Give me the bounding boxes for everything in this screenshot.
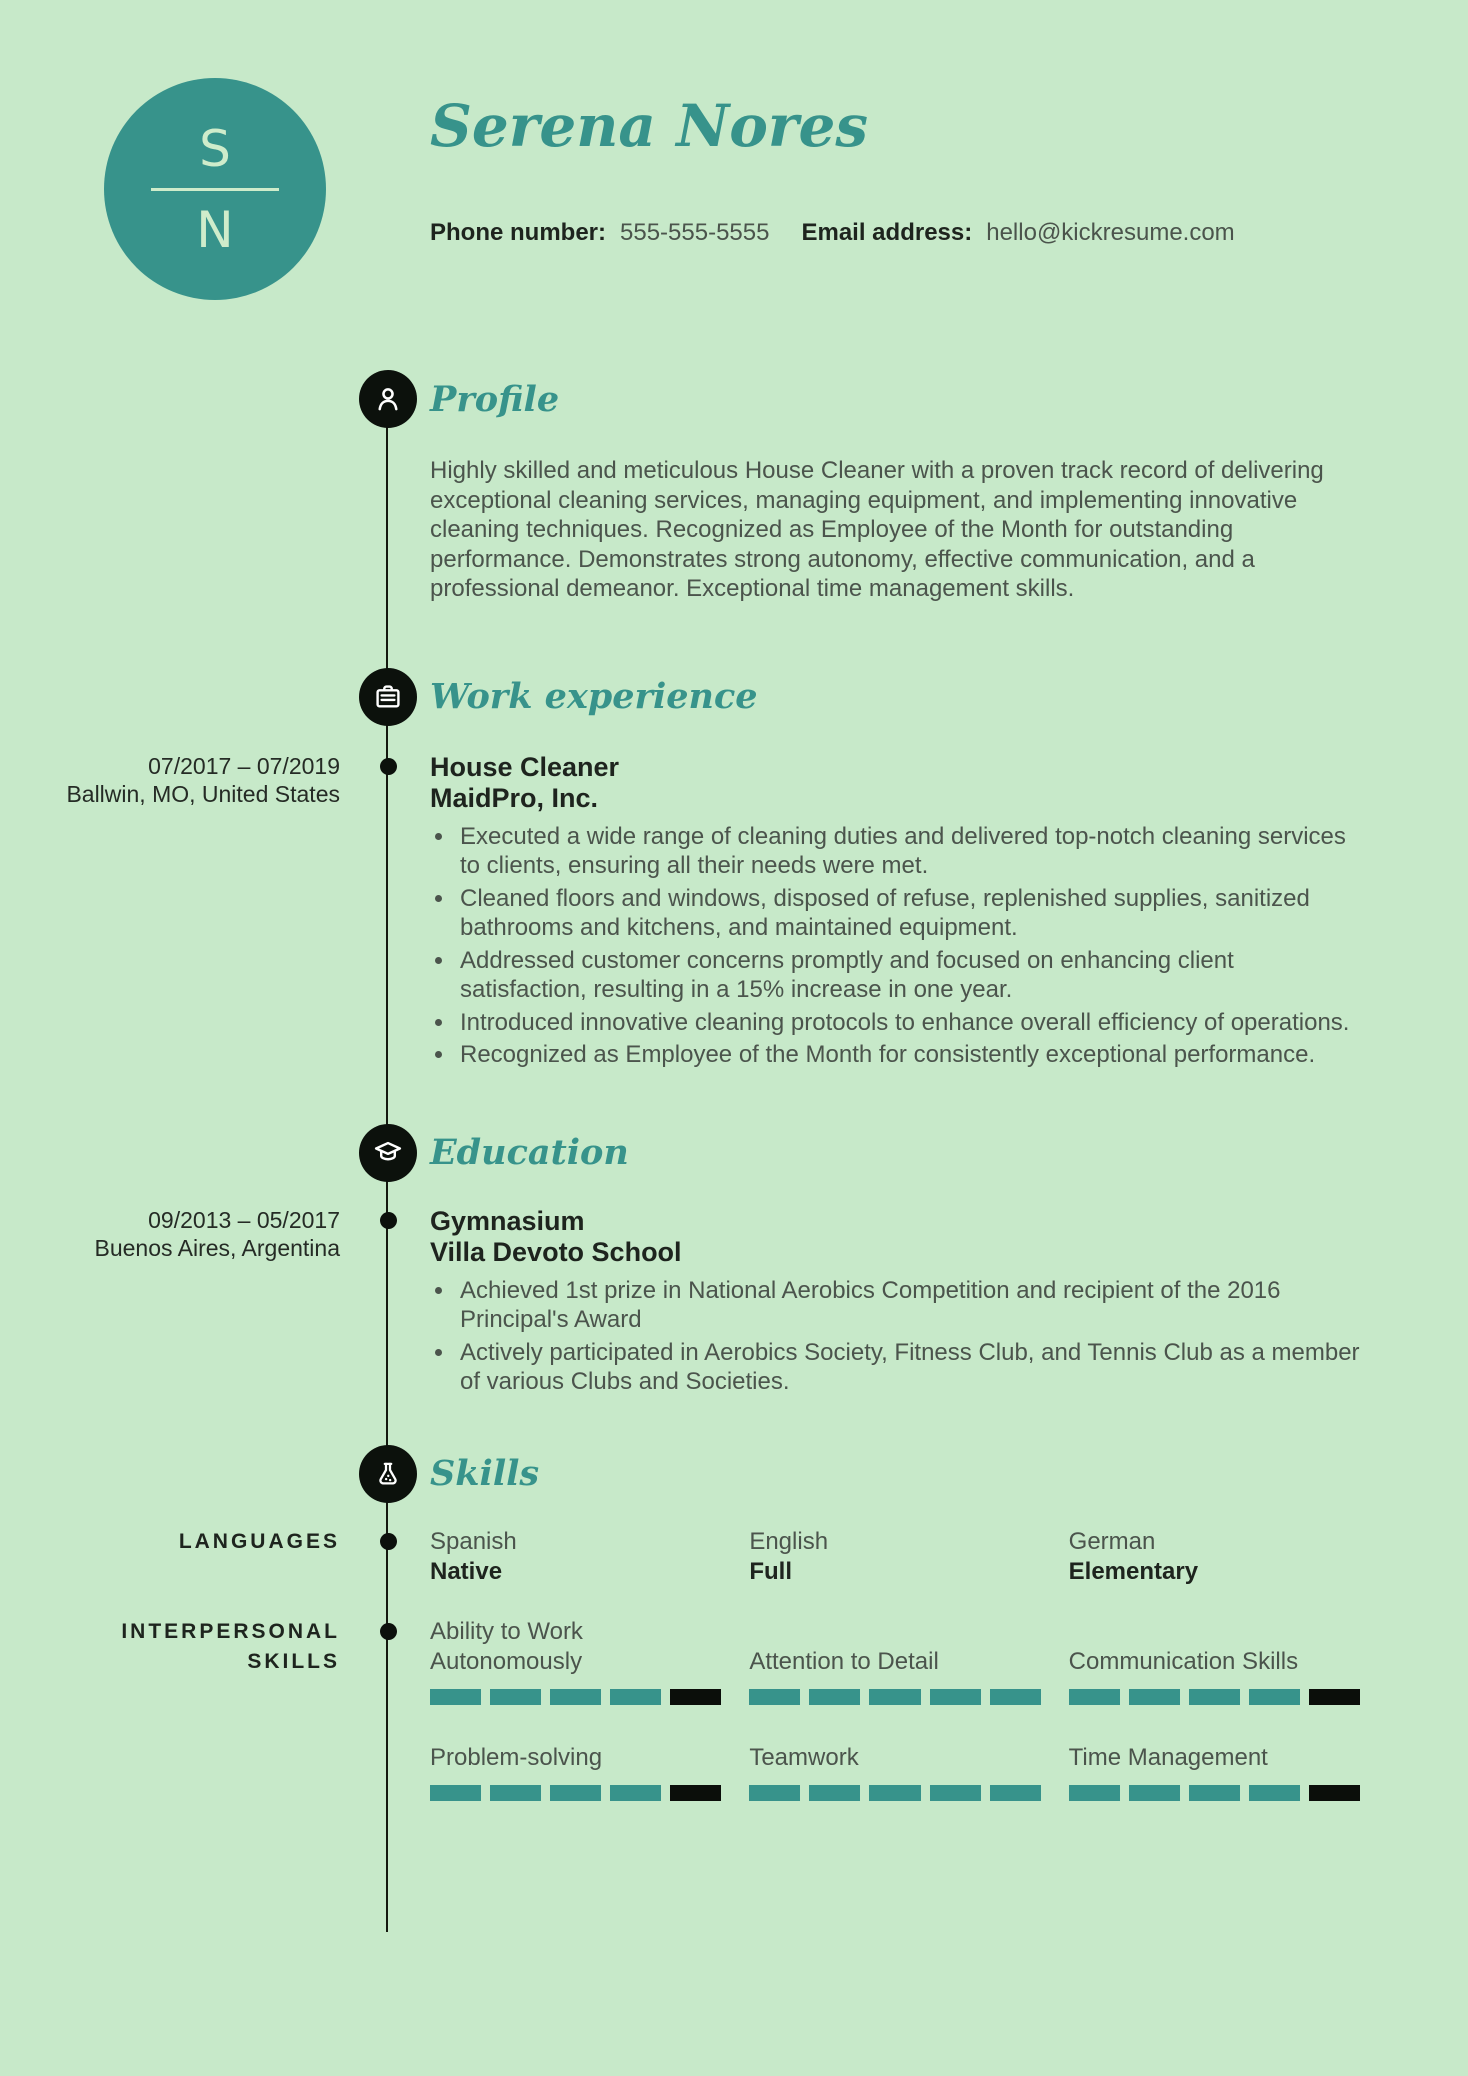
work-title: Work experience	[430, 676, 758, 717]
section-work-experience	[0, 668, 1468, 1070]
rating-segment-filled	[1069, 1689, 1120, 1705]
rating-segment-filled	[1189, 1689, 1240, 1705]
rating-segment-filled	[930, 1689, 981, 1705]
rating-segment-empty	[1309, 1785, 1360, 1801]
skill-rating-bar	[749, 1689, 1040, 1705]
work-company: MaidPro, Inc.	[430, 782, 599, 813]
email-value: hello@kickresume.com	[986, 218, 1235, 246]
phone-label: Phone number:	[430, 218, 607, 246]
skill-rating-bar	[1069, 1785, 1360, 1801]
language-name: German	[1068, 1527, 1156, 1555]
skill-name: Teamwork	[749, 1743, 859, 1771]
language-item	[749, 1527, 1040, 1587]
avatar-initial-bottom: N	[196, 200, 234, 259]
language-name: Spanish	[430, 1527, 517, 1555]
interpersonal-skills-row	[0, 1617, 1468, 1801]
graduation-cap-icon	[359, 1124, 417, 1182]
rating-segment-filled	[1249, 1689, 1300, 1705]
header	[0, 0, 1468, 340]
rating-segment-empty	[1309, 1689, 1360, 1705]
rating-segment-filled	[610, 1785, 661, 1801]
rating-segment-filled	[749, 1689, 800, 1705]
skill-rating-bar	[430, 1785, 721, 1801]
languages-label: LANGUAGES	[178, 1529, 340, 1553]
interpersonal-skills-grid	[430, 1617, 1360, 1801]
rating-segment-filled	[610, 1689, 661, 1705]
avatar-initial-top: S	[199, 119, 231, 178]
skill-item	[430, 1743, 721, 1801]
language-item	[430, 1527, 721, 1587]
rating-segment-filled	[490, 1689, 541, 1705]
bullet-item: • Cleaned floors and windows, disposed of refuse, replenished supplies, sanitized bathrooms and kitchens, and maintained equipment.	[456, 884, 1360, 943]
rating-segment-filled	[1129, 1689, 1180, 1705]
bullet-item: • Actively participated in Aerobics Society, Fitness Club, and Tennis Club as a member of various Clubs and Societies.	[456, 1338, 1360, 1397]
skill-rating-bar	[430, 1689, 721, 1705]
language-name: English	[749, 1527, 829, 1555]
rating-segment-filled	[1189, 1785, 1240, 1801]
languages-grid	[430, 1527, 1360, 1587]
skill-item	[749, 1743, 1040, 1801]
phone-value: 555-555-5555	[620, 218, 770, 246]
skill-name: Problem-solving	[430, 1743, 603, 1771]
skill-rating-bar	[1069, 1689, 1360, 1705]
rating-segment-filled	[990, 1689, 1041, 1705]
language-level: Full	[749, 1557, 792, 1585]
section-profile	[0, 370, 1468, 604]
education-bullet-list	[430, 1276, 1360, 1397]
body	[0, 340, 1468, 1801]
rating-segment-filled	[809, 1689, 860, 1705]
rating-segment-filled	[430, 1689, 481, 1705]
bullet-item: • Addressed customer concerns promptly and focused on enhancing client satisfaction, resulting in a 15% increase in one year.	[456, 946, 1360, 1005]
rating-segment-filled	[1129, 1785, 1180, 1801]
timeline-dot	[380, 1212, 397, 1229]
avatar	[104, 78, 326, 300]
interpersonal-skills-label: INTERPERSONAL SKILLS	[121, 1619, 340, 1673]
language-level: Native	[430, 1557, 503, 1585]
bullet-item: • Achieved 1st prize in National Aerobics Competition and recipient of the 2016 Principal's Award	[456, 1276, 1360, 1335]
profile-title: Profile	[430, 378, 560, 420]
education-entry	[0, 1206, 1468, 1397]
education-degree: Gymnasium	[430, 1205, 585, 1236]
section-education	[0, 1124, 1468, 1397]
rating-segment-empty	[670, 1785, 721, 1801]
skill-name: Time Management	[1068, 1743, 1268, 1771]
rating-segment-filled	[749, 1785, 800, 1801]
timeline-dot	[380, 1533, 397, 1550]
education-school: Villa Devoto School	[430, 1236, 682, 1267]
rating-segment-filled	[1249, 1785, 1300, 1801]
bullet-item: • Recognized as Employee of the Month for consistently exceptional performance.	[456, 1040, 1360, 1070]
rating-segment-filled	[550, 1689, 601, 1705]
page-title: Serena Nores	[430, 92, 869, 160]
timeline-dot	[380, 1623, 397, 1640]
skill-item	[1069, 1647, 1360, 1705]
rating-segment-filled	[869, 1689, 920, 1705]
rating-segment-filled	[869, 1785, 920, 1801]
rating-segment-filled	[490, 1785, 541, 1801]
section-skills	[0, 1445, 1468, 1801]
skills-title: Skills	[430, 1453, 540, 1494]
work-entry	[0, 752, 1468, 1070]
language-item	[1069, 1527, 1360, 1587]
skill-name: Ability to Work Autonomously	[430, 1617, 583, 1675]
contact-row	[430, 219, 1235, 247]
skill-item	[1069, 1743, 1360, 1801]
education-dates: 09/2013 – 05/2017	[148, 1206, 340, 1233]
rating-segment-filled	[1069, 1785, 1120, 1801]
rating-segment-filled	[990, 1785, 1041, 1801]
skill-name: Attention to Detail	[749, 1647, 939, 1675]
rating-segment-empty	[670, 1689, 721, 1705]
person-icon	[359, 370, 417, 428]
work-role: House Cleaner	[430, 751, 620, 782]
bullet-item: • Introduced innovative cleaning protocols to enhance overall efficiency of operations.	[456, 1008, 1360, 1038]
rating-segment-filled	[550, 1785, 601, 1801]
skill-rating-bar	[749, 1785, 1040, 1801]
skill-item	[749, 1647, 1040, 1705]
work-location: Ballwin, MO, United States	[66, 780, 340, 807]
bullet-item: • Executed a wide range of cleaning duties and delivered top-notch cleaning services to clients, ensuring all their needs were met.	[456, 822, 1360, 881]
email-label: Email address:	[801, 218, 973, 246]
skill-item	[430, 1617, 721, 1705]
work-dates: 07/2017 – 07/2019	[148, 752, 340, 779]
flask-icon	[359, 1445, 417, 1503]
timeline-dot	[380, 758, 397, 775]
education-title: Education	[430, 1132, 629, 1173]
skill-name: Communication Skills	[1068, 1647, 1299, 1675]
profile-text: Highly skilled and meticulous House Cleaner with a proven track record of delivering exceptional cleaning services, managing equipment, and implementing innovative cleaning techniques. Recognized as Employee of the Month for outstanding performance. Demonstrates strong autonomy, effective communication, and a professional demeanor. Exceptional time management skills.	[430, 457, 1324, 602]
rating-segment-filled	[930, 1785, 981, 1801]
language-level: Elementary	[1068, 1557, 1199, 1585]
work-bullet-list	[430, 822, 1360, 1070]
education-location: Buenos Aires, Argentina	[94, 1234, 340, 1261]
rating-segment-filled	[809, 1785, 860, 1801]
header-text	[430, 92, 1235, 247]
avatar-divider	[151, 188, 279, 191]
rating-segment-filled	[430, 1785, 481, 1801]
briefcase-icon	[359, 668, 417, 726]
languages-row	[0, 1527, 1468, 1587]
